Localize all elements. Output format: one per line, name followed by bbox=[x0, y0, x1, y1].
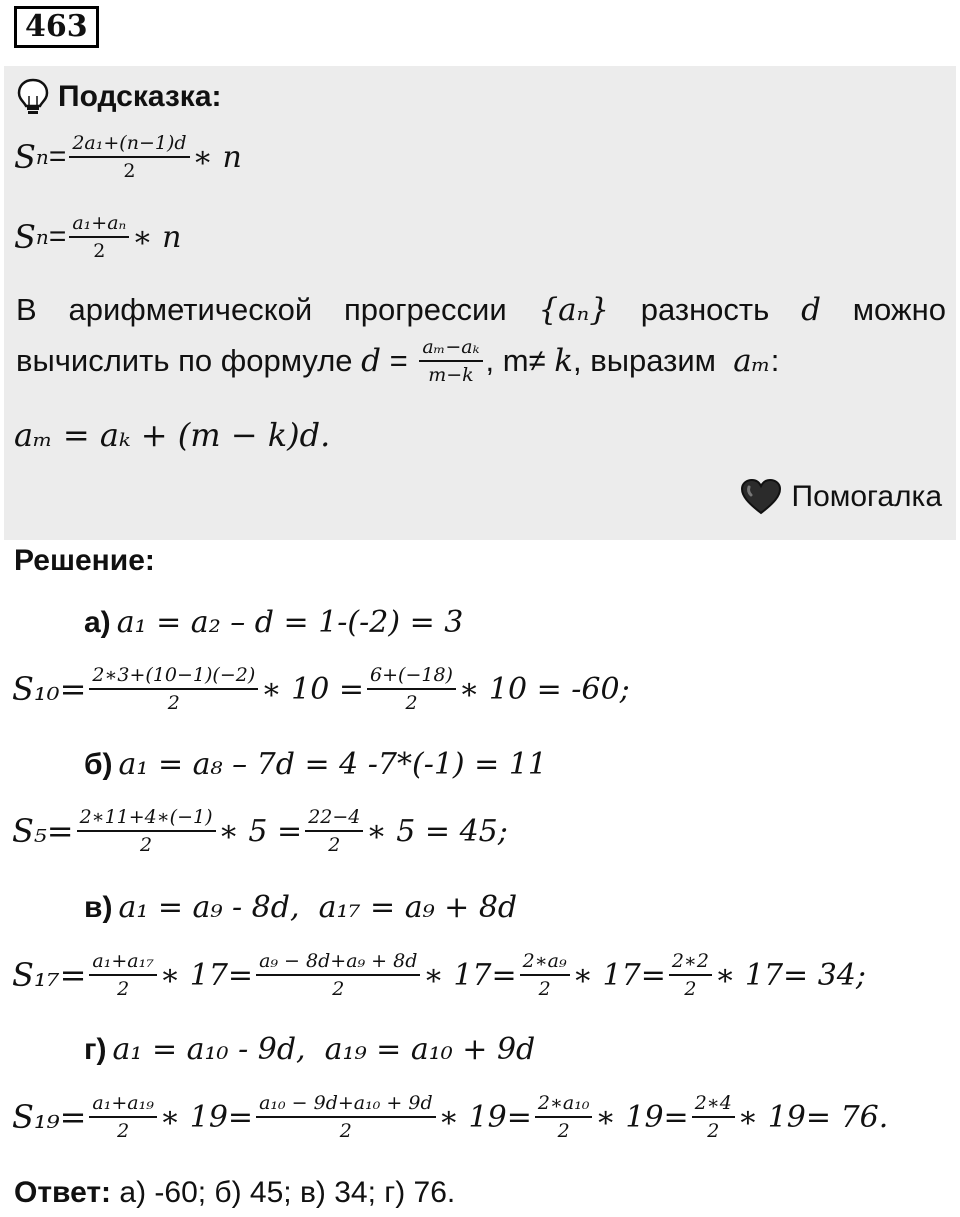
solution-c-line: в) a₁ = a₉ - 8d, a₁₇ = a₉ + 8d bbox=[84, 890, 518, 925]
solution-d-formula: S₁₉= $\frac{\text{a₁+a₁₉}}{2}$ ∗ 19= $\frac{\text{a₁₀ − 9d+a₁₀ + 9d}}{2}$ ∗ 19= $\frac{\text{2∗a₁₀}}{2}$ ∗ 19= $\frac{2∗4}{2}$ ∗ 19= 76. bbox=[12, 1092, 889, 1142]
hint-header bbox=[16, 78, 222, 116]
hint-paragraph-line-1: В арифметической прогрессии {aₙ} разность d можно bbox=[16, 292, 947, 328]
hint-f2-fraction: $\frac{\text{a₁+aₙ}}{2}$ bbox=[69, 212, 129, 262]
answer-text: а) -60; б) 45; в) 34; г) 76. bbox=[111, 1176, 456, 1209]
hint-d-fraction: $\frac{\text{aₘ−aₖ}}{m-k}$ bbox=[419, 336, 482, 386]
hint-f1-fraction: $\frac{\text{2a₁+(n−1)d}}{2}$ bbox=[69, 132, 189, 182]
brand-label: Помогалка bbox=[791, 480, 942, 513]
brand bbox=[740, 478, 943, 516]
hint-formula-1: S n = $\frac{\text{2a₁+(n−1)d}}{2}$ ∗ n bbox=[14, 132, 242, 182]
hint-title: Подсказка: bbox=[58, 80, 222, 113]
answer-label: Ответ: bbox=[14, 1176, 112, 1209]
hint-paragraph-line-2: вычислить по формуле d = $\frac{\text{aₘ−aₖ}}{m-k}$ , m≠ k , выразим aₘ : bbox=[16, 336, 780, 386]
solution-d-line: г) a₁ = a₁₀ - 9d, a₁₉ = a₁₀ + 9d bbox=[84, 1032, 536, 1067]
solution-a-formula: S₁₀= $\frac{2∗3+(10-1)(-2)}{2}$ ∗ 10 = $\frac{6+(-18)}{2}$ ∗ 10 = -60; bbox=[12, 664, 630, 714]
lightbulb-icon bbox=[16, 78, 50, 116]
solution-c-formula: S₁₇= $\frac{\text{a₁+a₁₇}}{2}$ ∗ 17= $\frac{\text{a₉ − 8d+a₉ + 8d}}{2}$ ∗ 17= $\frac{\text{2∗a₉}}{2}$ ∗ 17= $\frac{2∗2}{2}$ ∗ 17= 34; bbox=[12, 950, 866, 1000]
solution-title: Решение: bbox=[14, 544, 155, 577]
solution-b-formula: S₅= $\frac{2∗11+4∗(-1)}{2}$ ∗ 5 = $\frac{22-4}{2}$ ∗ 5 = 45; bbox=[12, 806, 508, 856]
answer-line bbox=[14, 1176, 455, 1210]
hint-box bbox=[4, 66, 956, 540]
hint-formula-2: S n = $\frac{\text{a₁+aₙ}}{2}$ ∗ n bbox=[14, 212, 182, 262]
solution-b-line: б) a₁ = a₈ – 7d = 4 -7*(-1) = 11 bbox=[84, 747, 547, 782]
heart-icon bbox=[740, 478, 782, 516]
task-number: 463 bbox=[14, 6, 99, 48]
solution-a-line: а) a₁ = a₂ – d = 1-(-2) = 3 bbox=[84, 605, 464, 640]
hint-formula-3: aₘ = aₖ + (m − k)d. bbox=[14, 416, 331, 454]
